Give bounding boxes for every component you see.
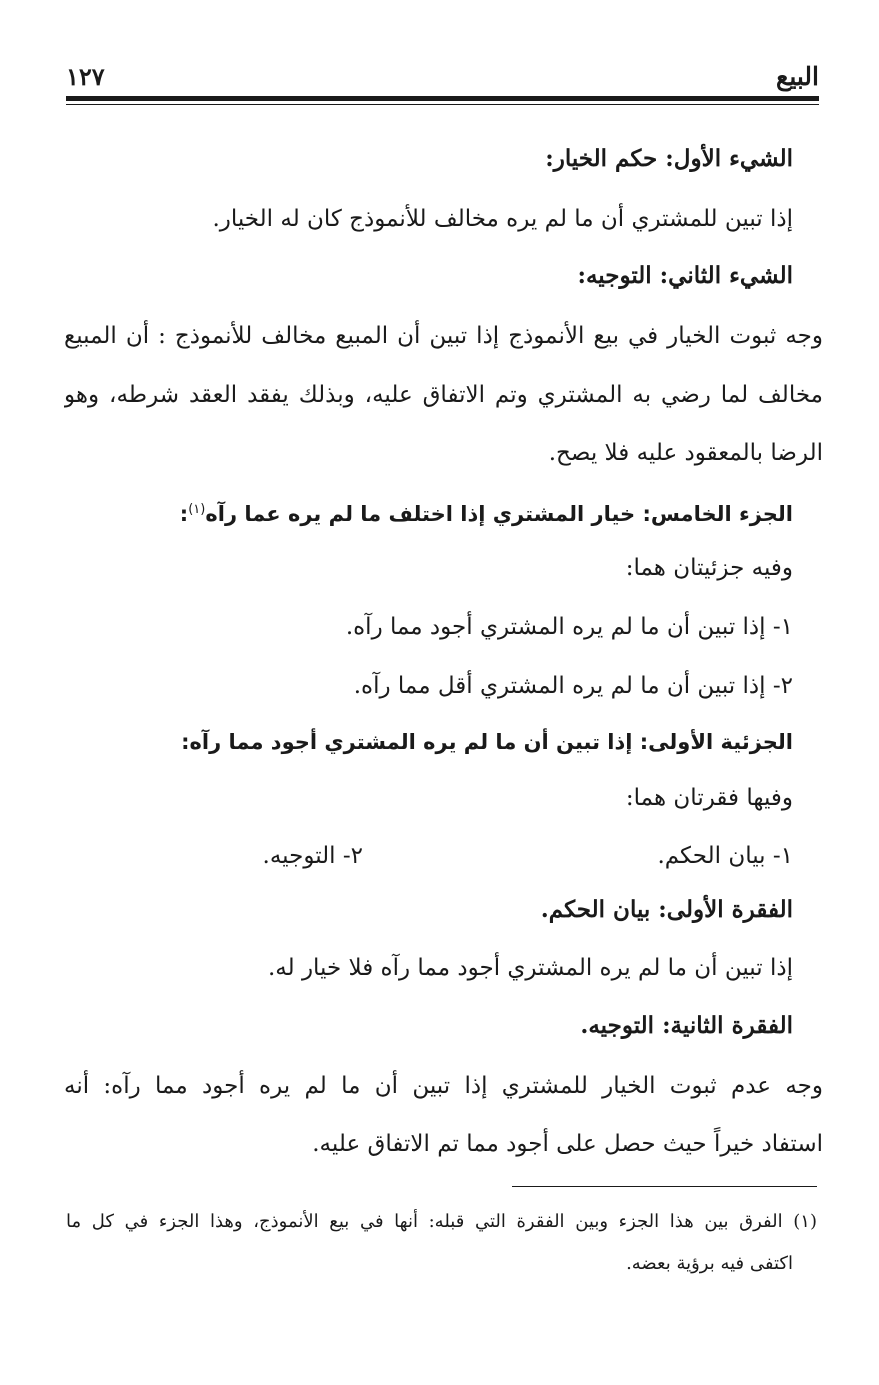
paragraph-line: مخالف لما رضي به المشتري وتم الاتفاق عليه، وبذلك يفقد العقد شرطه، وهو <box>64 382 823 408</box>
list-item: ١- إذا تبين أن ما لم يره المشتري أجود مما رآه. <box>345 614 793 640</box>
heading-first-thing: الشيء الأول: حكم الخيار: <box>545 145 793 172</box>
paragraph-line: الرضا بالمعقود عليه فلا يصح. <box>548 440 823 466</box>
header-rule-thick <box>66 96 819 101</box>
paragraph-line: استفاد خيراً حيث حصل على أجود مما تم الاتفاق عليه. <box>312 1131 823 1157</box>
header-title: البيع <box>776 62 819 91</box>
list-item: ٢- إذا تبين أن ما لم يره المشتري أقل مما رآه. <box>353 673 793 699</box>
footnote-ref: (١) <box>188 502 206 517</box>
page-number: ١٢٧ <box>66 62 105 91</box>
footnote-line: (١) الفرق بين هذا الجزء وبين الفقرة التي قبله: أنها في بيع الأنموذج، وهذا الجزء في كل ما <box>66 1211 817 1232</box>
heading-part-five <box>64 490 793 530</box>
list-row <box>64 836 793 876</box>
paragraph-line: وجه ثبوت الخيار في بيع الأنموذج إذا تبين أن المبيع مخالف للأنموذج : أن المبيع <box>64 323 823 349</box>
header-rule-thin <box>66 104 819 105</box>
list-item: ١- بيان الحكم. <box>657 843 793 869</box>
heading-paragraph-two: الفقرة الثانية: التوجيه. <box>580 1012 793 1039</box>
footnote-rule <box>512 1186 817 1187</box>
heading-part-five-text: الجزء الخامس: خيار المشتري إذا اختلف ما لم يره عما رآه <box>205 502 793 526</box>
paragraph-line: وجه عدم ثبوت الخيار للمشتري إذا تبين أن ما لم يره أجود مما رآه: أنه <box>64 1073 823 1099</box>
heading-subpart-one: الجزئية الأولى: إذا تبين أن ما لم يره المشتري أجود مما رآه: <box>181 730 793 754</box>
paragraph-line: وفيه جزئيتان هما: <box>625 555 793 581</box>
footnote-line: اكتفى فيه برؤية بعضه. <box>626 1253 793 1274</box>
heading-paragraph-one: الفقرة الأولى: بيان الحكم. <box>540 896 793 923</box>
paragraph-line: إذا تبين للمشتري أن ما لم يره مخالف للأنموذج كان له الخيار. <box>212 206 793 232</box>
running-header <box>66 62 819 96</box>
paragraph-line: وفيها فقرتان هما: <box>625 785 793 811</box>
heading-second-thing: الشيء الثاني: التوجيه: <box>577 262 793 289</box>
heading-colon: : <box>179 502 189 526</box>
list-item: ٢- التوجيه. <box>262 843 363 869</box>
paragraph-line: إذا تبين أن ما لم يره المشتري أجود مما رآه فلا خيار له. <box>267 955 793 981</box>
